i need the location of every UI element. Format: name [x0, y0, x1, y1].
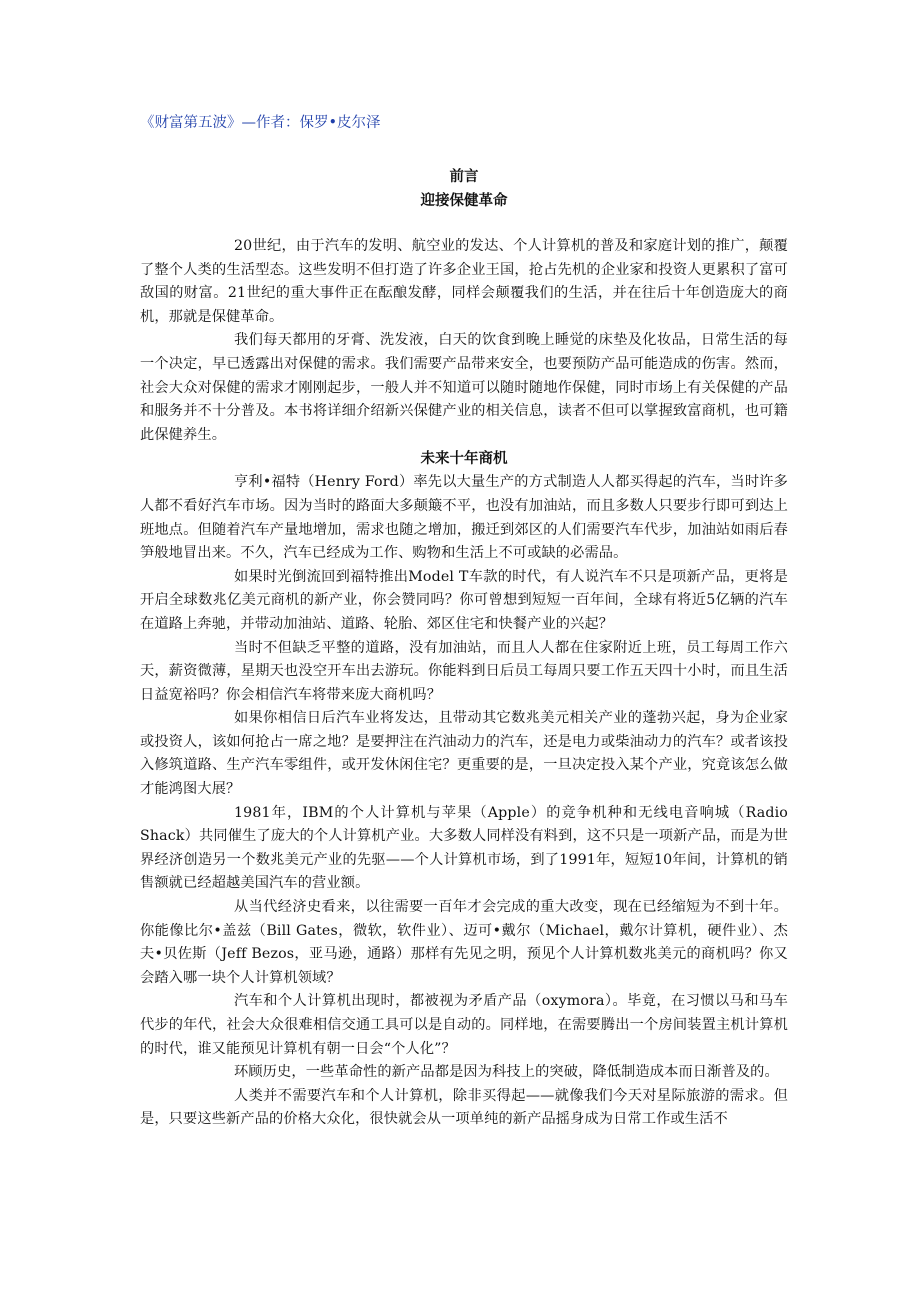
paragraph: 亨利•福特（Henry Ford）率先以大量生产的方式制造人人都买得起的汽车，当时许多人都不看好汽车市场。因为当时的路面大多颠簸不平，也没有加油站，而且多数人只要步行即可到达上班地点。但随着汽车产量地增加，需求也随之增加，搬迁到郊区的人们需要汽车代步，加油站如雨后春笋般地冒出来。不久，汽车已经成为工作、购物和生活上不可或缺的必需品。 — [140, 474, 788, 562]
paragraph: 如果时光倒流回到福特推出Model T车款的时代，有人说汽车不只是项新产品，更将是开启全球数兆亿美元商机的新产业，你会赞同吗？你可曾想到短短一百年间，全球有将近5亿辆的汽车在道路上奔驰，并带动加油站、道路、轮胎、郊区住宅和快餐产业的兴起？ — [140, 568, 788, 632]
preface-heading: 前言 — [449, 169, 479, 185]
paragraph: 汽车和个人计算机出现时，都被视为矛盾产品（oxymora）。毕竟，在习惯以马和马车代步的年代，社会大众很难相信交通工具可以是自动的。同样地，在需要腾出一个房间装置主机计算机的时代，谁又能预见计算机有朝一日会“个人化”？ — [140, 993, 788, 1057]
paragraph: 环顾历史，一些革命性的新产品都是因为科技上的突破，降低制造成本而日渐普及的。 — [234, 1064, 779, 1081]
paragraph: 我们每天都用的牙膏、洗发液，白天的饮食到晚上睡觉的床垫及化妆品，日常生活的每一个决定，早已透露出对保健的需求。我们需要产品带来安全，也要预防产品可能造成的伤害。然而，社会大众对保健的需求才刚刚起步，一般人并不知道可以随时随地作保健，同时市场上有关保健的产品和服务并不十分普及。本书将详细介绍新兴保健产业的相关信息，读者不但可以掌握致富商机，也可籍此保健养生。 — [140, 332, 788, 443]
paragraph: 从当代经济史看来，以往需要一百年才会完成的重大改变，现在已经缩短为不到十年。你能像比尔•盖兹（Bill Gates，微软，软件业）、迈可•戴尔（Michael，戴尔计算机，硬件业）、杰夫•贝佐斯（Jeff Bezos，亚马逊，通路）那样有先见之明，预见个人计算机数兆美元的商机吗？你又会踏入哪一块个人计算机领域？ — [140, 899, 788, 986]
main-heading: 迎接保健革命 — [420, 193, 508, 209]
paragraph: 当时不但缺乏平整的道路，没有加油站，而且人人都在住家附近上班，员工每周工作六天，薪资微薄，星期天也没空开车出去游玩。你能料到日后员工每周只要工作五天四十小时，而且生活日益宽裕吗？你会相信汽车将带来庞大商机吗？ — [140, 639, 788, 703]
paragraph: 人类并不需要汽车和个人计算机，除非买得起——就像我们今天对星际旅游的需求。但是，只要这些新产品的价格大众化，很快就会从一项单纯的新产品摇身成为日常工作或生活不 — [140, 1087, 788, 1128]
paragraph: 1981年，IBM的个人计算机与苹果（Apple）的竞争机种和无线电音响城（Radio Shack）共同催生了庞大的个人计算机产业。大多数人同样没有料到，这不只是一项新产品，而是为世界经济创造另一个数兆美元产业的先驱——个人计算机市场，到了1991年，短短10年间，计算机的销售额就已经超越美国汽车的营业额。 — [140, 804, 788, 892]
paragraph: 如果你相信日后汽车业将发达，且带动其它数兆美元相关产业的蓬勃兴起，身为企业家或投资人，该如何抢占一席之地？是要押注在汽油动力的汽车，还是电力或柴油动力的汽车？或者该投入修筑道路、生产汽车零组件，或开发休闲住宅？更重要的是，一旦决定投入某个产业，究竟该怎么做才能鸿图大展？ — [140, 710, 788, 798]
section-heading: 未来十年商机 — [420, 451, 508, 468]
document-page — [140, 113, 788, 1132]
document-title-link[interactable]: 《财富第五波》—作者：保罗•皮尔泽 — [140, 115, 381, 131]
paragraph: 20世纪，由于汽车的发明、航空业的发达、个人计算机的普及和家庭计划的推广，颠覆了整个人类的生活型态。这些发明不但打造了许多企业王国，抢占先机的企业家和投资人更累积了富可敌国的财富。21世纪的重大事件正在酝酿发酵，同样会颠覆我们的生活，并在往后十年创造庞大的商机，那就是保健革命。 — [140, 238, 788, 325]
